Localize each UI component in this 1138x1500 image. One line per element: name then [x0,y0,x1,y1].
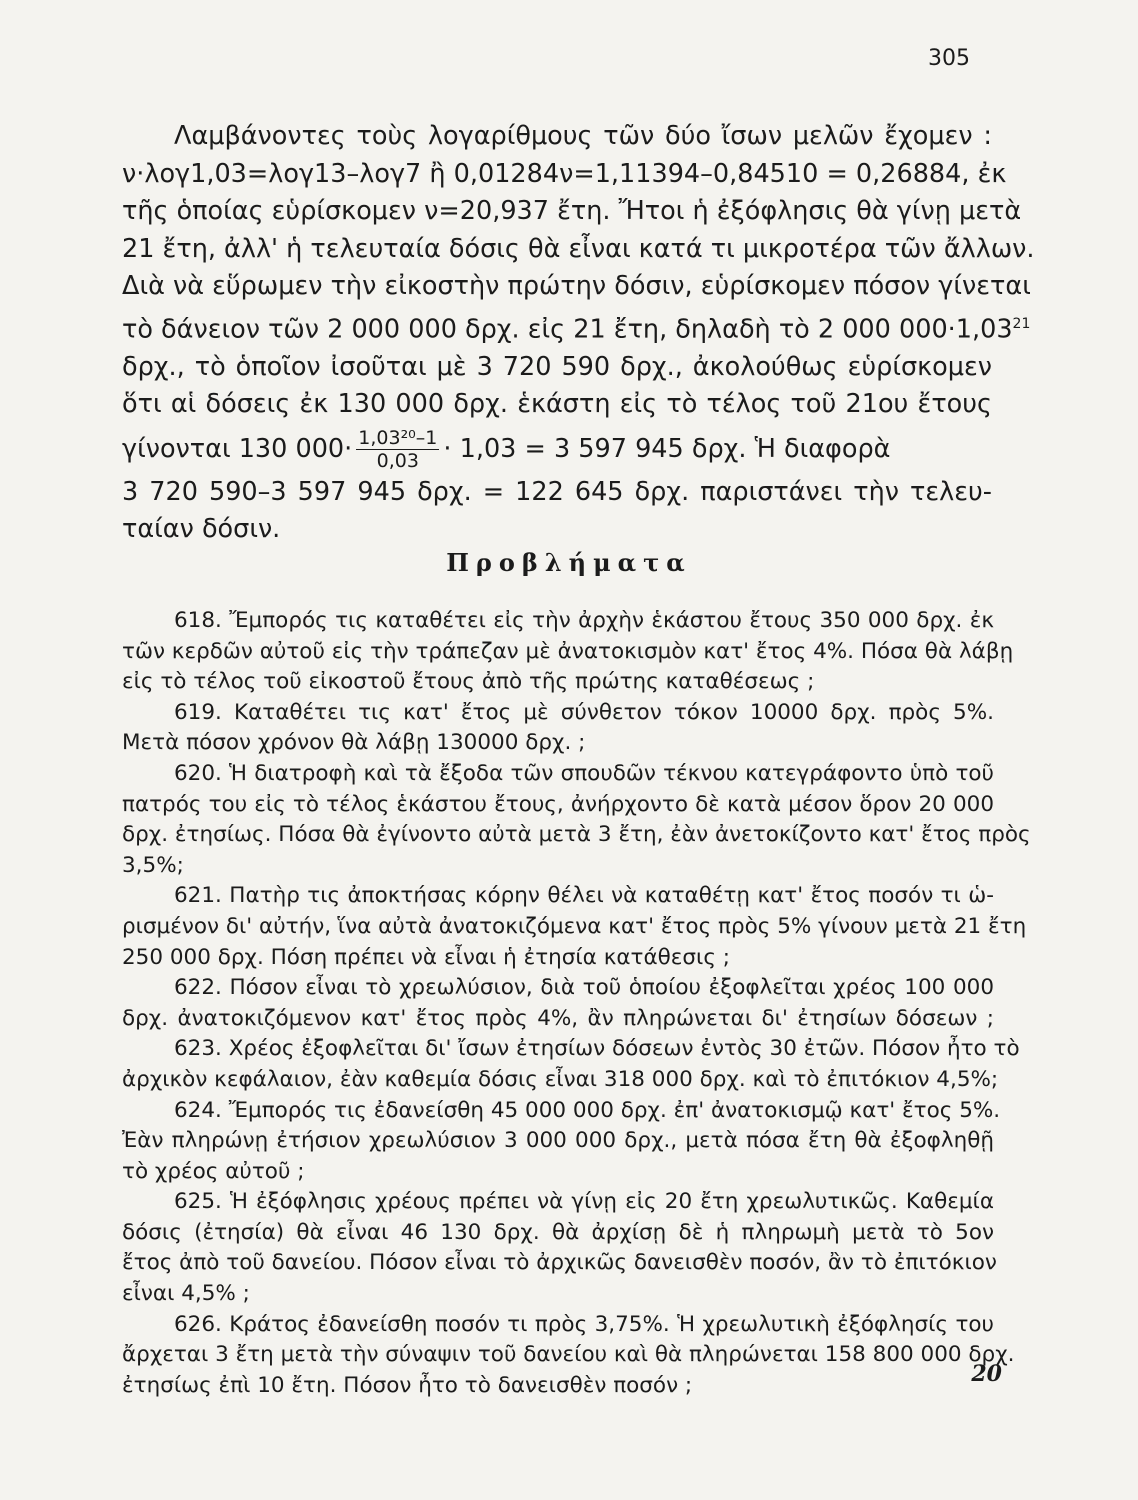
problem-line: Μετὰ πόσον χρόνον θὰ λάβῃ 130000 δρχ. ; [122,730,586,756]
text-line: ὅτι αἱ δόσεις ἐκ 130 000 δρχ. ἑκάστη εἰς τὸ τέλος τοῦ 21ου ἔτους [122,389,992,419]
problem-line: 623. Χρέος ἐξοφλεῖται δι' ἴσων ἐτησίων δόσεων ἐντὸς 30 ἐτῶν. Πόσον ἦτο τὸ [174,1036,1020,1062]
text-segment: τὸ δάνειον τῶν 2 000 000 δρχ. εἰς 21 ἔτη, δηλαδὴ τὸ 2 000 000·1,03 [122,314,1013,344]
problems-list [122,606,1031,1401]
problem-line: δόσις (ἐτησία) θὰ εἶναι 46 130 δρχ. θὰ ἀρχίσῃ δὲ ἡ πληρωμὴ μετὰ τὸ 5ον [122,1219,994,1245]
problem-line: 624. Ἔμπορός τις ἐδανείσθη 45 000 000 δρχ. ἐπ' ἀνατοκισμῷ κατ' ἔτος 5%. [174,1097,1001,1123]
problem-line: 626. Κράτος ἐδανείσθη ποσόν τι πρὸς 3,75%. Ἡ χρεωλυτικὴ ἐξόφλησίς του [174,1311,994,1337]
problem-line: ἀρχικὸν κεφάλαιον, ἐὰν καθεμία δόσις εἶναι 318 000 δρχ. καὶ τὸ ἐπιτόκιον 4,5%; [122,1066,999,1092]
text-line: ν·λογ1,03=λογ13–λογ7 ἢ 0,01284ν=1,11394–0,84510 = 0,26884, ἐκ [122,158,1007,189]
intro-text [122,118,1035,549]
problem-line: 619. Καταθέτει τις κατ' ἔτος μὲ σύνθετον τόκον 10000 δρχ. πρὸς 5%. [174,699,994,725]
problem-line: 625. Ἡ ἐξόφλησις χρέους πρέπει νὰ γίνῃ εἰς 20 ἔτη χρεωλυτικῶς. Καθεμία [174,1189,994,1215]
signature-number: 20 [971,1361,1002,1387]
text-line: Λαμβάνοντες τοὺς λογαρίθμους τῶν δύο ἴσων μελῶν ἔχομεν : [174,121,992,151]
fraction-numerator: 1,03²⁰–1 [358,427,438,449]
problem-line: 622. Πόσον εἶναι τὸ χρεωλύσιον, διὰ τοῦ ὁποίου ἐξοφλεῖται χρέος 100 000 [174,975,994,1001]
problem-line: δρχ. ἐτησίως. Πόσα θὰ ἐγίνοντο αὐτὰ μετὰ 3 ἔτη, ἐὰν ἀνετοκίζοντο κατ' ἔτος πρὸς [122,822,1031,848]
text-line: ταίαν δόσιν. [122,514,281,544]
problem-line: Ἐὰν πληρώνῃ ἐτήσιον χρεωλύσιον 3 000 000 δρχ., μετὰ πόσα ἔτη θὰ ἐξοφληθῇ [122,1128,994,1154]
problem-line: ρισμένον δι' αὐτήν, ἵνα αὐτὰ ἀνατοκιζόμενα κατ' ἔτος πρὸς 5% γίνουν μετὰ 21 ἔτη [122,913,1027,939]
problem-line: τὸ χρέος αὐτοῦ ; [122,1158,305,1184]
problem-line: 620. Ἡ διατροφὴ καὶ τὰ ἔξοδα τῶν σπουδῶν τέκνου κατεγράφοντο ὑπὸ τοῦ [174,760,994,786]
problem-line: δρχ. ἀνατοκιζόμενον κατ' ἔτος πρὸς 4%, ἂν πληρώνεται δι' ἐτησίων δόσεων ; [122,1005,994,1031]
text-line: τῆς ὁποίας εὑρίσκομεν ν=20,937 ἔτη. Ἤτοι ἡ ἐξόφλησις θὰ γίνῃ μετὰ [122,196,1022,226]
text-line: Διὰ νὰ εὕρωμεν τὴν εἰκοστὴν πρώτην δόσιν, εὑρίσκομεν πόσον γίνεται [122,271,1031,301]
problem-line: πατρός του εἰς τὸ τέλος ἑκάστου ἔτους, ἀνήρχοντο δὲ κατὰ μέσον ὅρον 20 000 [122,791,994,817]
problem-line: ἄρχεται 3 ἔτη μετὰ τὴν σύναψιν τοῦ δανείου καὶ θὰ πληρώνεται 158 800 000 δρχ. [122,1342,1015,1368]
problem-line: 618. Ἔμπορός τις καταθέτει εἰς τὴν ἀρχὴν ἑκάστου ἔτους 350 000 δρχ. ἐκ [174,608,994,633]
problem-line: 3,5%; [122,852,184,878]
text-line: δρχ., τὸ ὁποῖον ἰσοῦται μὲ 3 720 590 δρχ., ἀκολούθως εὑρίσκομεν [122,351,992,382]
text-line: 21 ἔτη, ἀλλ' ἡ τελευταία δόσις θὰ εἶναι κατά τι μικροτέρα τῶν ἄλλων. [122,233,1035,264]
problem-line: 250 000 δρχ. Πόση πρέπει νὰ εἶναι ἡ ἐτησία κατάθεσις ; [122,944,731,970]
problem-line: ἐτησίως ἐπὶ 10 ἔτη. Πόσον ἦτο τὸ δανεισθὲν ποσόν ; [122,1372,693,1398]
fraction-denominator: 0,03 [376,450,419,472]
page-number: 305 [928,46,970,71]
fraction [356,427,439,472]
text-line [122,306,1031,349]
formula-line [122,424,992,474]
text-line: 3 720 590–3 597 945 δρχ. = 122 645 δρχ. παριστάνει τὴν τελευ- [122,476,992,507]
problem-line: ἔτος ἀπὸ τοῦ δανείου. Πόσον εἶναι τὸ ἀρχικῶς δανεισθὲν ποσόν, ἂν τὸ ἐπιτόκιον [122,1250,997,1276]
problem-line: εἶναι 4,5% ; [122,1281,250,1307]
section-heading: Προβλήματα [446,548,692,577]
formula-suffix: · 1,03 = 3 597 945 δρχ. Ἡ διαφορὰ [443,433,891,464]
exponent: 21 [1012,315,1031,332]
problem-line: τῶν κερδῶν αὐτοῦ εἰς τὴν τράπεζαν μὲ ἀνατοκισμὸν κατ' ἔτος 4%. Πόσα θὰ λάβῃ [122,638,1014,664]
problem-line: εἰς τὸ τέλος τοῦ εἰκοστοῦ ἔτους ἀπὸ τῆς πρώτης καταθέσεως ; [122,669,815,695]
formula-prefix: γίνονται 130 000· [122,433,353,464]
problem-line: 621. Πατὴρ τις ἀποκτήσας κόρην θέλει νὰ καταθέτῃ κατ' ἔτος ποσόν τι ὡ- [174,883,994,909]
